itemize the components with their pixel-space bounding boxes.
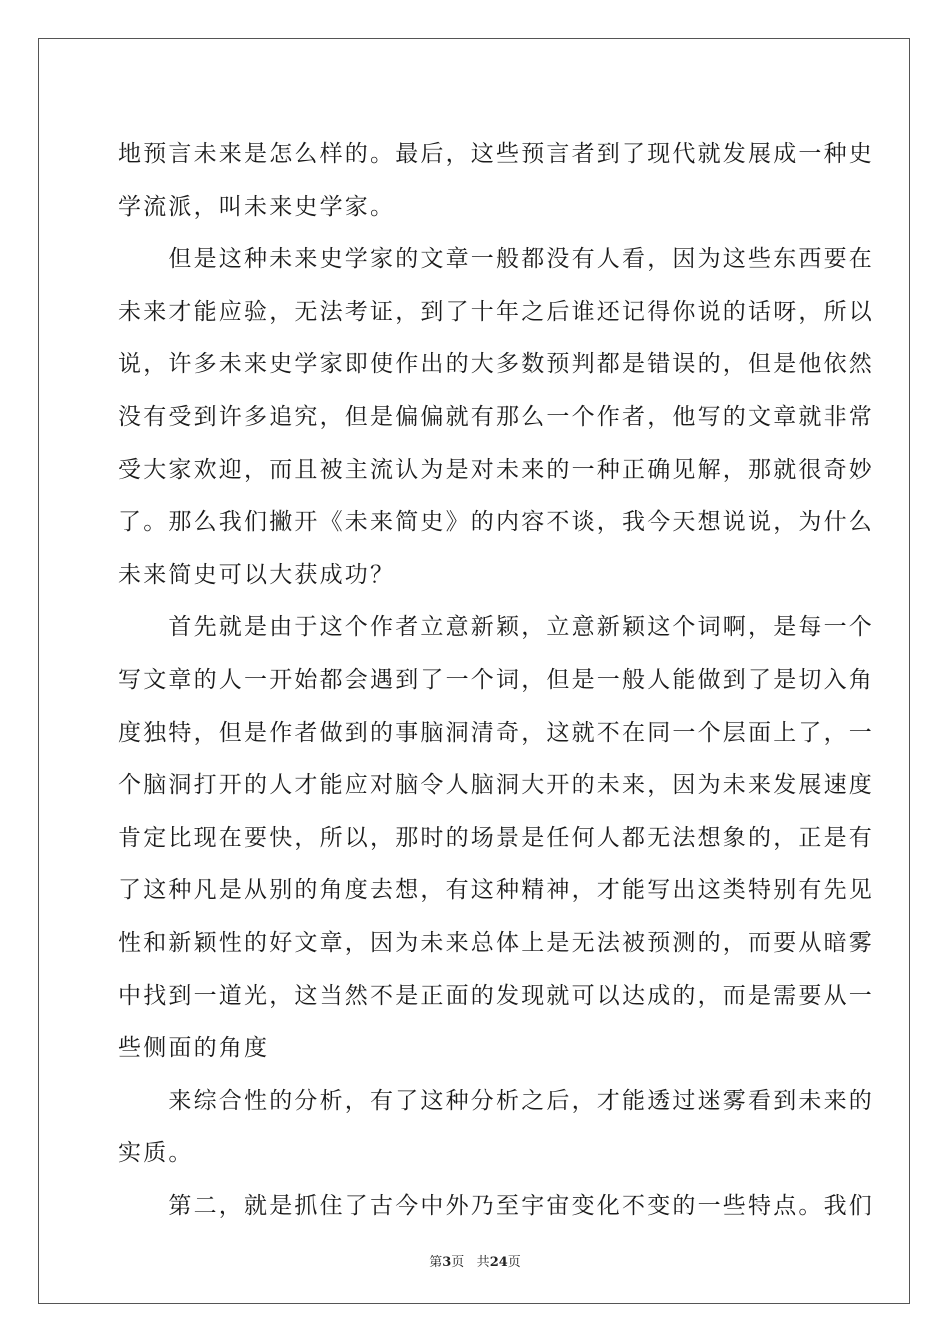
text-line: 个脑洞打开的人才能应对脑令人脑洞大开的未来，因为未来发展速度 [118,772,874,799]
text-line: 未来才能应验，无法考证，到了十年之后谁还记得你说的话呀，所以 [118,298,874,325]
page-suffix: 页 [451,1255,465,1270]
total-pages: 24 [489,1255,508,1270]
text-line: 受大家欢迎，而且被主流认为是对未来的一种正确见解，那就很奇妙 [118,456,874,483]
text-line: 中找到一道光，这当然不是正面的发现就可以达成的，而是需要从一 [118,982,874,1009]
text-line: 首先就是由于这个作者立意新颖，立意新颖这个词啊，是每一个 [118,614,874,641]
text-line: 地预言未来是怎么样的。最后，这些预言者到了现代就发展成一种史 [118,141,874,167]
page-prefix: 第 [429,1255,443,1270]
text-line: 来综合性的分析，有了这种分析之后，才能透过迷雾看到未来的 [118,1087,874,1114]
text-line: 了这种凡是从别的角度去想，有这种精神，才能写出这类特别有先见 [118,877,874,904]
text-line: 写文章的人一开始都会遇到了一个词，但是一般人能做到了是切入角 [118,666,874,693]
text-line: 但是这种未来史学家的文章一般都没有人看，因为这些东西要在 [118,246,874,273]
text-line: 了。那么我们撇开《未来简史》的内容不谈，我今天想说说，为什么 [118,509,874,536]
text-line: 肯定比现在要快，所以，那时的场景是任何人都无法想象的，正是有 [118,824,874,851]
total-suffix: 页 [507,1255,521,1270]
total-prefix: 共 [476,1255,490,1270]
page-number: 3 [442,1255,452,1270]
text-line: 些侧面的角度 [118,1035,270,1062]
text-line: 未来简史可以大获成功？ [118,561,396,588]
text-line: 第二，就是抓住了古今中外乃至宇宙变化不变的一些特点。我们 [118,1192,874,1219]
text-line: 实质。 [118,1140,194,1167]
text-line: 性和新颖性的好文章，因为未来总体上是无法被预测的，而要从暗雾 [118,929,874,956]
page-footer [0,1251,950,1270]
text-line: 学流派，叫未来史学家。 [118,193,396,220]
text-line: 说，许多未来史学家即使作出的大多数预判都是错误的，但是他依然 [118,351,874,378]
body-text [118,128,874,1232]
text-line: 没有受到许多追究，但是偏偏就有那么一个作者，他写的文章就非常 [118,403,874,430]
text-line: 度独特，但是作者做到的事脑洞清奇，这就不在同一个层面上了，一 [118,719,874,746]
